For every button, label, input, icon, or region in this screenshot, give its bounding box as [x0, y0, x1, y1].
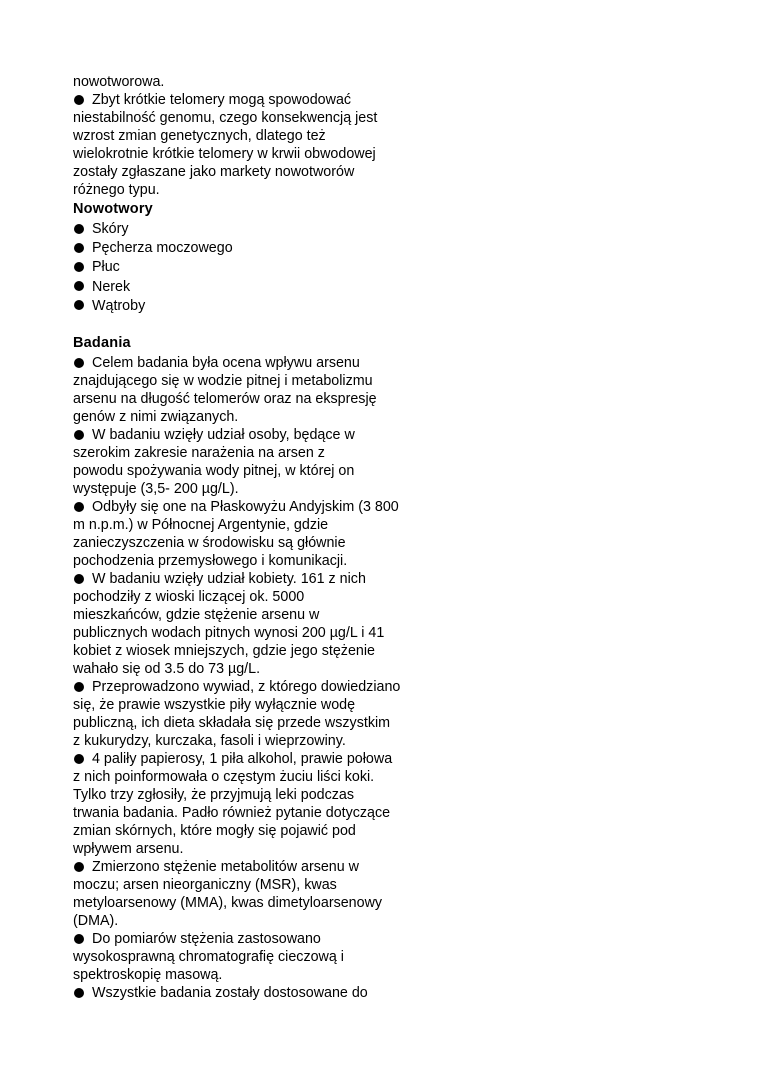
text-line: wahało się od 3.5 do 73 µg/L. — [73, 661, 261, 678]
text-line: spektroskopię masową. — [73, 967, 223, 984]
list-item: Płuc — [73, 258, 433, 277]
bullet-line: Zbyt krótkie telomery mogą spowodować — [73, 91, 433, 109]
bullet-line: W badaniu wzięły udział kobiety. 161 z nich — [73, 570, 433, 588]
text-line: zanieczyszczenia w środowisku są głównie — [73, 535, 346, 552]
list-item: Skóry — [73, 220, 433, 239]
study-bullet — [73, 750, 433, 858]
bullet-line: W badaniu wzięły udział osoby, będące w — [73, 426, 433, 444]
text-line: metyloarsenowy (MMA), kwas dimetyloarsenowy — [73, 895, 383, 912]
text-line: kobiet z wiosek mniejszych, gdzie jego stężenie — [73, 643, 375, 660]
study-bullet — [73, 930, 433, 984]
text-line: z kukurydzy, kurczaka, fasoli i wieprzowiny. — [73, 733, 346, 750]
bullet-icon — [74, 934, 84, 944]
list-item: Wątroby — [73, 297, 433, 316]
telomere-bullet — [73, 91, 433, 199]
study-bullet — [73, 570, 433, 678]
text-line: znajdującego się w wodzie pitnej i metabolizmu — [73, 373, 373, 390]
bullet-icon — [74, 358, 84, 368]
text-line: z nich poinformowała o częstym żuciu liści koki. — [73, 769, 375, 786]
bullet-icon — [74, 502, 84, 512]
badania-bullets — [73, 354, 433, 1002]
study-bullet — [73, 354, 433, 426]
bullet-icon — [74, 224, 84, 234]
text-line: publicznych wodach pitnych wynosi 200 µg/L i 41 — [73, 625, 385, 642]
text-line: genów z nimi związanych. — [73, 409, 239, 426]
bullet-icon — [74, 243, 84, 253]
bullet-line: 4 paliły papierosy, 1 piła alkohol, prawie połowa — [73, 750, 433, 768]
text-line: różnego typu. — [73, 182, 160, 198]
bullet-icon — [74, 988, 84, 998]
text-line: powodu spożywania wody pitnej, w której on — [73, 463, 355, 480]
bullet-line: Do pomiarów stężenia zastosowano — [73, 930, 433, 948]
section-heading-badania: Badania — [73, 335, 131, 352]
study-bullet — [73, 984, 433, 1002]
cancer-list — [73, 220, 433, 316]
bullet-line: Odbyły się one na Płaskowyżu Andyjskim (3 800 — [73, 498, 433, 516]
text-line: trwania badania. Padło również pytanie dotyczące — [73, 805, 391, 822]
text-line: się, że prawie wszystkie piły wyłącznie wodę — [73, 697, 356, 714]
text-line: szerokim zakresie narażenia na arsen z — [73, 445, 325, 462]
text-line: niestabilność genomu, czego konsekwencją jest — [73, 110, 378, 126]
bullet-line: Przeprowadzono wywiad, z którego dowiedziano — [73, 678, 433, 696]
text-line: wysokosprawną chromatografię cieczową i — [73, 949, 344, 966]
text-line: zmian skórnych, które mogły się pojawić pod — [73, 823, 356, 840]
bullet-icon — [74, 574, 84, 584]
text-line: wielokrotnie krótkie telomery w krwii obwodowej — [73, 146, 376, 162]
text-line: zostały zgłaszane jako markety nowotworów — [73, 164, 355, 180]
text-line: wpływem arsenu. — [73, 841, 184, 858]
list-item: Pęcherza moczowego — [73, 239, 433, 258]
section-heading-nowotwory: Nowotwory — [73, 201, 153, 217]
study-bullet — [73, 678, 433, 750]
text-line: publiczną, ich dieta składała się przede wszystkim — [73, 715, 391, 732]
study-bullet — [73, 858, 433, 930]
text-line: mieszkańców, gdzie stężenie arsenu w — [73, 607, 320, 624]
bullet-line: Wszystkie badania zostały dostosowane do — [73, 984, 433, 1002]
bullet-line: Celem badania była ocena wpływu arsenu — [73, 354, 433, 372]
text-line: m n.p.m.) w Północnej Argentynie, gdzie — [73, 517, 329, 534]
text-line: wzrost zmian genetycznych, dlatego też — [73, 128, 326, 144]
study-bullet — [73, 498, 433, 570]
bullet-icon — [74, 430, 84, 440]
document-page — [73, 73, 433, 1002]
text-line: pochodzenia przemysłowego i komunikacji. — [73, 553, 348, 570]
list-item: Nerek — [73, 278, 433, 297]
text-line: (DMA). — [73, 913, 119, 930]
text-line: Tylko trzy zgłosiły, że przyjmują leki podczas — [73, 787, 354, 804]
bullet-icon — [74, 300, 84, 310]
bullet-icon — [74, 754, 84, 764]
bullet-icon — [74, 862, 84, 872]
text-line: pochodziły z wioski liczącej ok. 5000 — [73, 589, 305, 606]
text-line: arsenu na długość telomerów oraz na ekspresję — [73, 391, 377, 408]
bullet-icon — [74, 682, 84, 692]
text-line: moczu; arsen nieorganiczny (MSR), kwas — [73, 877, 337, 894]
text-line: występuje (3,5- 200 µg/L). — [73, 481, 239, 498]
spacer — [73, 316, 433, 333]
study-bullet — [73, 426, 433, 498]
intro-line: nowotworowa. — [73, 74, 165, 90]
bullet-icon — [74, 262, 84, 272]
bullet-line: Zmierzono stężenie metabolitów arsenu w — [73, 858, 433, 876]
bullet-icon — [74, 95, 84, 105]
bullet-icon — [74, 281, 84, 291]
